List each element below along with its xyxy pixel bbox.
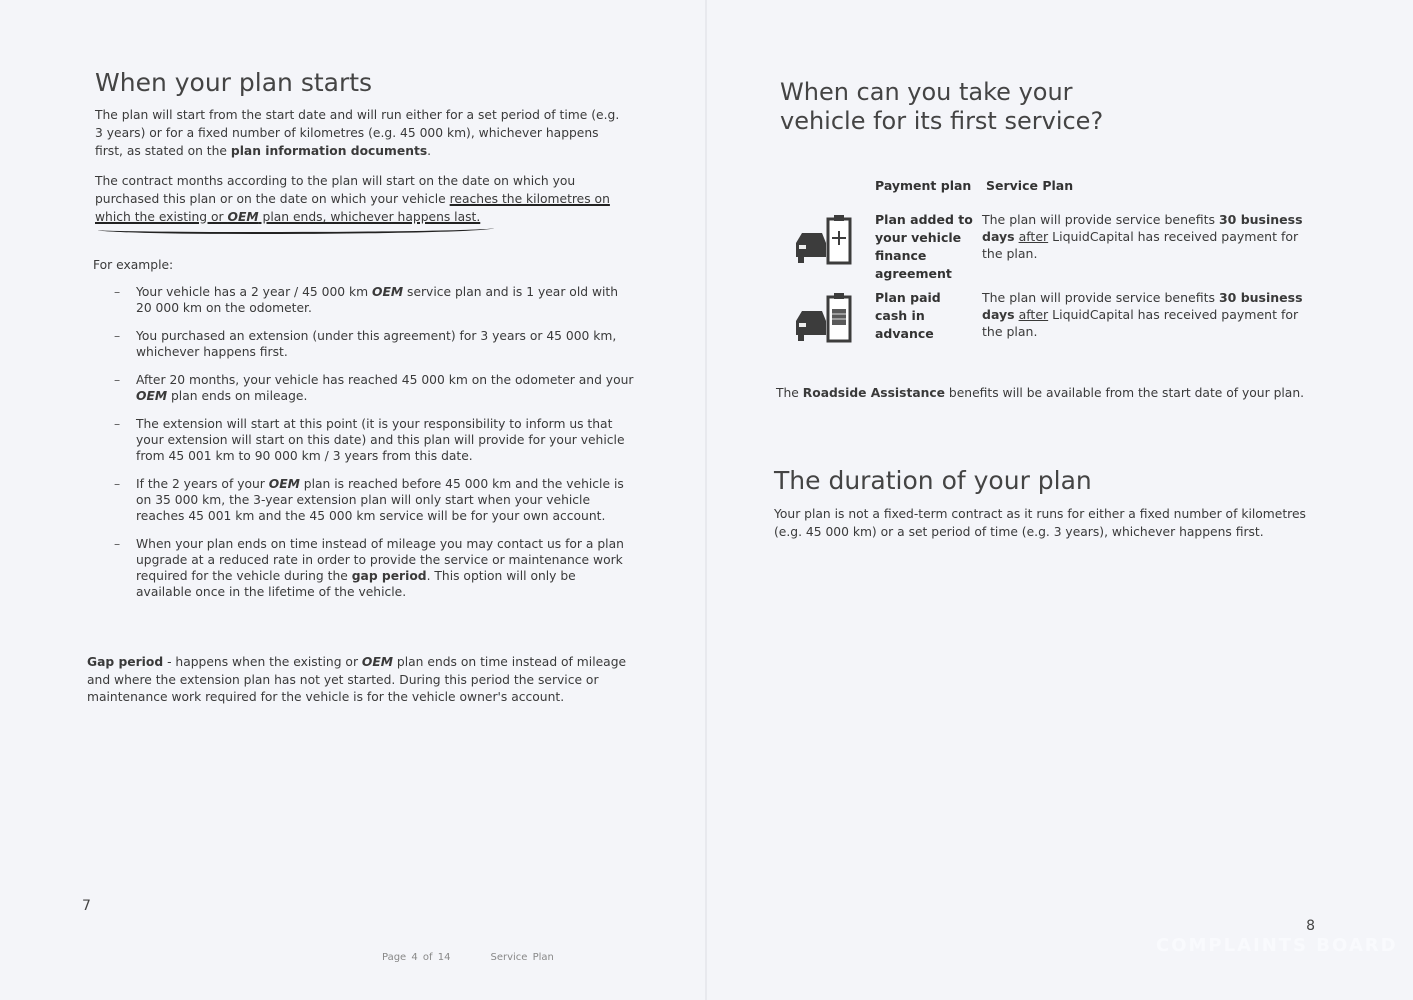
car-finance-document-icon	[788, 211, 856, 271]
example-label: For example:	[93, 258, 174, 272]
gap-period-definition: Gap period - happens when the existing or OEM plan ends on time instead of mileage and where the extension plan has not yet started. During this period the service or maintenance work required for the vehicle is for the vehicle owner's account.	[87, 655, 627, 704]
page-number-right: 8	[1306, 918, 1315, 934]
payment-plan-finance-label: Plan added to your vehicle finance agreement	[875, 212, 973, 281]
plan-info-docs-text: plan information documents	[230, 144, 428, 158]
service-plan-cash-desc: The plan will provide service benefits 30 business days after LiquidCapital has received payment for the plan.	[982, 290, 1303, 339]
list-item: – After 20 months, your vehicle has reached 45 000 km on the odometer and your OEM plan ends on mileage.	[110, 372, 635, 404]
right-page	[706, 0, 1413, 1000]
list-item: – Your vehicle has a 2 year / 45 000 km OEM service plan and is 1 year old with 20 000 km on the odometer.	[110, 284, 635, 316]
column-header-payment-plan: Payment plan	[875, 178, 972, 193]
list-item: – The extension will start at this point (it is your responsibility to inform us that your extension will start on this date) and this plan will provide for your vehicle from 45 001 km to 90 000 km / 3 years from this date.	[110, 416, 635, 464]
section-title-first-service: When can you take your vehicle for its first service?	[780, 78, 1104, 136]
page-footer: Page 4 of 14 Service Plan	[382, 952, 554, 963]
page-number-left: 7	[82, 898, 91, 914]
pen-underline-mark	[98, 224, 494, 234]
paragraph-plan-start: The plan will start from the start date and will run either for a set period of time (e.g. 3 years) or for a fixed number of kilometres (e.g. 45 000 km), whichever happens first, as stated on the plan information documents.	[95, 108, 620, 158]
car-cash-document-icon	[788, 289, 856, 349]
column-header-service-plan: Service Plan	[986, 178, 1074, 193]
list-item: – When your plan ends on time instead of mileage you may contact us for a plan upgrade at a reduced rate in order to provide the service or maintenance work required for the vehicle during the gap period. This option will only be available once in the lifetime of the vehicle.	[110, 536, 635, 600]
section-title-duration: The duration of your plan	[774, 466, 1092, 495]
section-title-plan-starts: When your plan starts	[95, 68, 373, 97]
roadside-assistance-note: The Roadside Assistance benefits will be available from the start date of your plan.	[776, 386, 1305, 400]
list-item: – If the 2 years of your OEM plan is reached before 45 000 km and the vehicle is on 35 000 km, the 3-year extension plan will only start when your vehicle reaches 45 001 km and the 45 000 km service will be for your own account.	[110, 476, 635, 524]
watermark-logo: COMPLAINTS BOARD	[1156, 935, 1398, 956]
example-list	[110, 284, 635, 612]
paragraph-duration: Your plan is not a fixed-term contract as it runs for either a fixed number of kilometres (e.g. 45 000 km) or a set period of time (e.g. 3 years), whichever happens first.	[774, 507, 1306, 539]
service-plan-finance-desc: The plan will provide service benefits 30 business days after LiquidCapital has received payment for the plan.	[982, 212, 1303, 261]
paragraph-contract-months: The contract months according to the plan will start on the date on which you purchased this plan or on the date on which your vehicle reaches the kilometres on which the existing or OEM plan ends, whichever happens last.	[95, 174, 610, 224]
list-item: – You purchased an extension (under this agreement) for 3 years or 45 000 km, whichever happens first.	[110, 328, 635, 360]
handwritten-underline-text: reaches the kilometres on which the existing or OEM plan ends, whichever happens last.	[95, 192, 610, 224]
left-page	[0, 0, 706, 1000]
payment-plan-cash-label: Plan paid cash in advance	[875, 290, 941, 341]
